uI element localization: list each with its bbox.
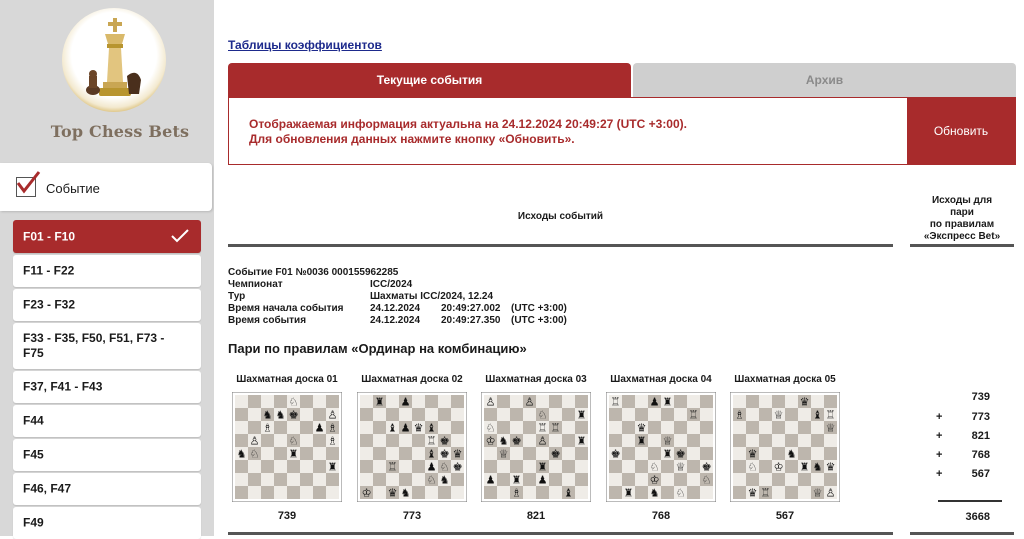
svg-text:♖: ♖ — [825, 408, 836, 422]
svg-text:♗: ♗ — [511, 486, 522, 500]
svg-text:♞: ♞ — [275, 408, 286, 422]
info-message — [249, 117, 687, 147]
svg-text:♘: ♘ — [701, 473, 712, 487]
board-title: Шахматная доска 02 — [361, 374, 463, 385]
sidebar-item-label: F37, F41 - F43 — [23, 379, 103, 394]
chess-board — [481, 392, 591, 502]
plus-sign: + — [936, 411, 943, 423]
svg-text:♖: ♖ — [550, 421, 561, 435]
sidebar-item-label: F46, F47 — [23, 481, 72, 496]
svg-text:♜: ♜ — [662, 395, 673, 409]
svg-text:♜: ♜ — [327, 460, 338, 474]
start-time: 20:49:27.002 — [441, 303, 501, 314]
svg-text:♔: ♔ — [773, 460, 784, 474]
plus-sign: + — [936, 468, 943, 480]
svg-text:♟: ♟ — [314, 421, 325, 435]
svg-text:♕: ♕ — [773, 408, 784, 422]
svg-text:♝: ♝ — [387, 421, 398, 435]
svg-text:♚: ♚ — [439, 447, 450, 461]
tab-archive[interactable]: Архив — [633, 63, 1016, 97]
svg-text:♛: ♛ — [799, 395, 810, 409]
svg-text:♞: ♞ — [262, 408, 273, 422]
svg-text:♘: ♘ — [747, 460, 758, 474]
svg-text:♚: ♚ — [439, 434, 450, 448]
chess-board-card — [228, 374, 346, 522]
sidebar-item-f33-f75[interactable] — [13, 323, 201, 369]
svg-text:♞: ♞ — [498, 434, 509, 448]
board-value: 773 — [402, 510, 422, 522]
board-title: Шахматная доска 05 — [734, 374, 836, 385]
svg-text:♜: ♜ — [576, 434, 587, 448]
svg-text:♔: ♔ — [485, 434, 496, 448]
express-value: 773 — [971, 411, 990, 423]
sidebar-item-f49[interactable] — [13, 507, 201, 539]
svg-text:♟: ♟ — [649, 395, 660, 409]
sidebar-item-f01-f10[interactable] — [13, 220, 201, 253]
express-header-line: пари — [950, 207, 974, 218]
svg-text:♞: ♞ — [439, 473, 450, 487]
plus-sign: + — [936, 430, 943, 442]
chess-board-card — [353, 374, 471, 522]
chess-board-card — [726, 374, 844, 522]
svg-text:♟: ♟ — [400, 421, 411, 435]
express-value: 739 — [971, 391, 990, 403]
svg-text:♛: ♛ — [636, 421, 647, 435]
svg-text:♝: ♝ — [812, 408, 823, 422]
event-time-label: Время события — [228, 315, 307, 326]
svg-text:♖: ♖ — [537, 421, 548, 435]
svg-text:♜: ♜ — [623, 486, 634, 500]
svg-text:♚: ♚ — [288, 408, 299, 422]
sidebar-item-label: F11 - F22 — [23, 263, 75, 278]
svg-text:♙: ♙ — [524, 395, 535, 409]
svg-text:♗: ♗ — [327, 421, 338, 435]
express-value: 821 — [971, 430, 990, 442]
svg-text:♙: ♙ — [327, 408, 338, 422]
board-value: 821 — [526, 510, 546, 522]
svg-text:♙: ♙ — [825, 486, 836, 500]
express-sum: 3668 — [965, 511, 990, 523]
svg-text:♜: ♜ — [374, 395, 385, 409]
svg-text:♕: ♕ — [812, 486, 823, 500]
divider — [910, 532, 1014, 535]
svg-text:♗: ♗ — [734, 408, 745, 422]
board-title: Шахматная доска 01 — [236, 374, 338, 385]
sidebar-item-label: F33 - F35, F50, F51, F73 - F75 — [23, 331, 165, 360]
svg-text:♖: ♖ — [760, 486, 771, 500]
express-header-line: Исходы для — [931, 195, 993, 206]
sidebar-item-f45[interactable] — [13, 439, 201, 471]
sidebar-item-f11-f22[interactable] — [13, 255, 201, 287]
svg-text:♞: ♞ — [812, 460, 823, 474]
svg-text:♘: ♘ — [439, 460, 450, 474]
express-value: 567 — [971, 468, 990, 480]
svg-text:♚: ♚ — [610, 447, 621, 461]
svg-text:♜: ♜ — [799, 460, 810, 474]
chess-board-card — [477, 374, 595, 522]
king-logo-icon — [85, 16, 145, 106]
svg-text:♛: ♛ — [747, 486, 758, 500]
info-line-1: Отображаемая информация актуальна на 24.12.2024 20:49:27 (UTC +3:00). — [249, 117, 687, 131]
svg-text:♛: ♛ — [452, 447, 463, 461]
svg-text:♕: ♕ — [498, 447, 509, 461]
championship-label: Чемпионат — [228, 279, 283, 290]
svg-text:♛: ♛ — [747, 447, 758, 461]
svg-text:♔: ♔ — [361, 486, 372, 500]
pairs-title: Пари по правилам «Ординар на комбинацию» — [228, 341, 527, 356]
svg-text:♕: ♕ — [825, 421, 836, 435]
svg-text:♟: ♟ — [426, 460, 437, 474]
event-filter[interactable] — [0, 163, 212, 211]
checkmark-icon — [171, 229, 189, 243]
main-content — [214, 0, 1024, 536]
sidebar-item-f37-f43[interactable] — [13, 371, 201, 403]
svg-text:♚: ♚ — [452, 460, 463, 474]
svg-text:♕: ♕ — [675, 460, 686, 474]
svg-text:♔: ♔ — [649, 473, 660, 487]
sidebar-item-label: F45 — [23, 447, 44, 462]
sidebar-item-f46-f47[interactable] — [13, 473, 201, 505]
svg-text:♘: ♘ — [288, 395, 299, 409]
event-time: 20:49:27.350 — [441, 315, 501, 326]
info-panel — [228, 97, 1016, 165]
plus-sign: + — [936, 449, 943, 461]
svg-text:♝: ♝ — [563, 486, 574, 500]
svg-text:♞: ♞ — [786, 447, 797, 461]
svg-text:♛: ♛ — [413, 421, 424, 435]
svg-text:♗: ♗ — [262, 421, 273, 435]
start-time-label: Время начала события — [228, 303, 344, 314]
svg-text:♖: ♖ — [426, 434, 437, 448]
svg-text:♟: ♟ — [485, 473, 496, 487]
svg-text:♜: ♜ — [511, 473, 522, 487]
svg-text:♜: ♜ — [537, 460, 548, 474]
sidebar-item-f23-f32[interactable] — [13, 289, 201, 321]
refresh-button[interactable]: Обновить — [907, 98, 1015, 164]
svg-text:♚: ♚ — [701, 460, 712, 474]
sidebar-item-f44[interactable] — [13, 405, 201, 437]
svg-text:♗: ♗ — [327, 434, 338, 448]
svg-text:♕: ♕ — [662, 434, 673, 448]
board-title: Шахматная доска 04 — [610, 374, 712, 385]
svg-text:♚: ♚ — [511, 434, 522, 448]
chess-board — [730, 392, 840, 502]
svg-text:♝: ♝ — [426, 421, 437, 435]
board-value: 768 — [651, 510, 671, 522]
info-line-2: Для обновления данных нажмите кнопку «Обновить». — [249, 132, 575, 146]
checkbox-checked-icon[interactable] — [16, 177, 36, 197]
event-tz: (UTC +3:00) — [511, 315, 567, 326]
brand-name: Top Chess Bets — [50, 122, 190, 141]
express-value: 768 — [971, 449, 990, 461]
svg-text:♞: ♞ — [236, 447, 247, 461]
express-header-line: по правилам — [929, 219, 995, 230]
sidebar-item-label: F23 - F32 — [23, 297, 76, 312]
svg-text:♞: ♞ — [400, 486, 411, 500]
svg-text:♜: ♜ — [662, 447, 673, 461]
sum-divider — [938, 500, 1002, 502]
express-header — [910, 195, 1014, 243]
start-date: 24.12.2024 — [370, 303, 421, 314]
event-date: 24.12.2024 — [370, 315, 421, 326]
championship-value: ICC/2024 — [370, 279, 413, 290]
tour-value: Шахматы ICC/2024, 12.24 — [370, 291, 494, 302]
svg-text:♜: ♜ — [576, 408, 587, 422]
chess-board-card — [602, 374, 720, 522]
svg-text:♜: ♜ — [288, 447, 299, 461]
svg-text:♖: ♖ — [387, 460, 398, 474]
svg-text:♛: ♛ — [387, 486, 398, 500]
tour-label: Тур — [228, 291, 246, 302]
svg-text:♟: ♟ — [537, 473, 548, 487]
svg-text:♝: ♝ — [426, 447, 437, 461]
svg-text:♘: ♘ — [249, 447, 260, 461]
logo[interactable] — [45, 8, 195, 148]
outcomes-header: Исходы событий — [517, 211, 604, 222]
sidebar-item-label: F49 — [23, 515, 44, 530]
board-title: Шахматная доска 03 — [485, 374, 587, 385]
sidebar — [0, 0, 214, 536]
chess-board — [232, 392, 342, 502]
board-value: 739 — [277, 510, 297, 522]
divider — [228, 532, 893, 535]
svg-text:♘: ♘ — [675, 486, 686, 500]
svg-text:♖: ♖ — [688, 408, 699, 422]
express-header-line: «Экспресс Bet» — [923, 231, 1001, 242]
svg-text:♘: ♘ — [288, 434, 299, 448]
board-value: 567 — [775, 510, 795, 522]
svg-text:♘: ♘ — [485, 421, 496, 435]
svg-text:♘: ♘ — [537, 408, 548, 422]
svg-text:♙: ♙ — [249, 434, 260, 448]
svg-text:♜: ♜ — [636, 434, 647, 448]
svg-text:♟: ♟ — [400, 395, 411, 409]
sidebar-item-label: F01 - F10 — [23, 229, 76, 243]
sidebar-item-label: F44 — [23, 413, 44, 428]
svg-text:♛: ♛ — [825, 460, 836, 474]
svg-text:♖: ♖ — [610, 395, 621, 409]
start-tz: (UTC +3:00) — [511, 303, 567, 314]
svg-text:♞: ♞ — [649, 486, 660, 500]
divider — [228, 244, 893, 247]
event-filter-label: Событие — [46, 181, 100, 196]
svg-text:♘: ♘ — [426, 473, 437, 487]
svg-text:♙: ♙ — [537, 434, 548, 448]
chess-board — [357, 392, 467, 502]
coefficients-table-link[interactable]: Таблицы коэффициентов — [228, 38, 382, 52]
svg-text:♚: ♚ — [550, 447, 561, 461]
chess-board — [606, 392, 716, 502]
event-title: Событие F01 №0036 000155962285 — [228, 267, 399, 278]
svg-text:♚: ♚ — [675, 447, 686, 461]
tab-current-events[interactable]: Текущие события — [228, 63, 631, 97]
divider — [910, 244, 1014, 247]
svg-text:♘: ♘ — [649, 460, 660, 474]
svg-text:♙: ♙ — [485, 395, 496, 409]
